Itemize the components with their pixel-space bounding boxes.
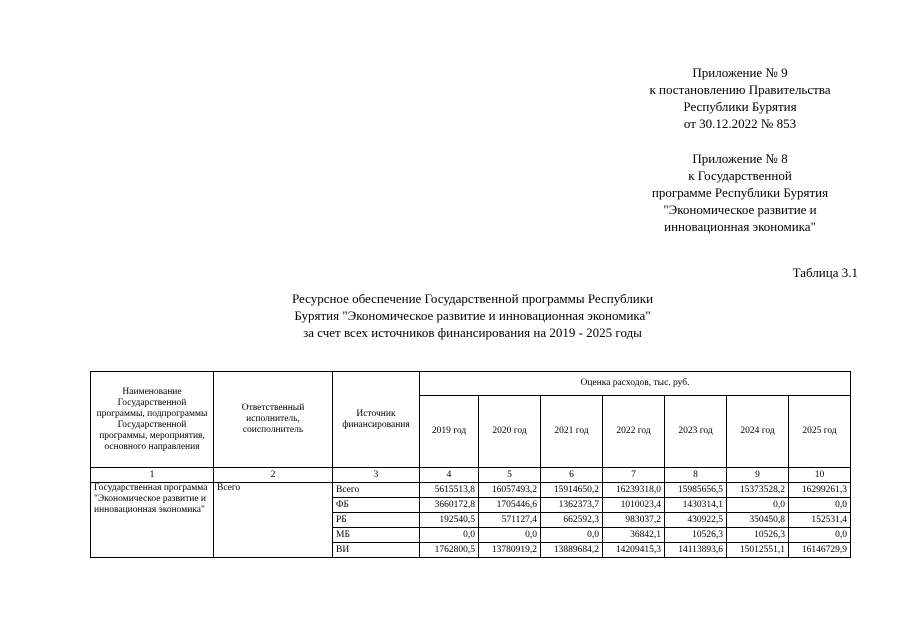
value-cell: 15373528,2 — [727, 483, 789, 498]
value-cell: 430922,5 — [665, 513, 727, 528]
value-cell: 36842,1 — [603, 528, 665, 543]
value-cell: 350450,8 — [727, 513, 789, 528]
value-cell: 16299261,3 — [789, 483, 851, 498]
table-row — [91, 483, 851, 498]
annex-9-block — [590, 64, 890, 132]
column-number: 9 — [727, 468, 789, 483]
annex-9-line-4: от 30.12.2022 № 853 — [683, 116, 797, 131]
value-cell: 1362373,7 — [541, 498, 603, 513]
value-cell: 571127,4 — [479, 513, 541, 528]
table-number: Таблица 3.1 — [792, 265, 858, 280]
column-number: 10 — [789, 468, 851, 483]
column-number: 6 — [541, 468, 603, 483]
value-cell: 0,0 — [479, 528, 541, 543]
value-cell: 16239318,0 — [603, 483, 665, 498]
value-cell: 5615513,8 — [420, 483, 479, 498]
value-cell: 0,0 — [789, 498, 851, 513]
annex-8-line-4: "Экономическое развитие и — [663, 202, 817, 217]
value-cell: 0,0 — [789, 528, 851, 543]
annex-8-line-3: программе Республики Бурятия — [651, 185, 829, 200]
value-cell: 1010023,4 — [603, 498, 665, 513]
column-number: 1 — [91, 468, 214, 483]
annex-8-block — [590, 150, 890, 235]
header-year: 2024 год — [727, 396, 789, 468]
value-cell: 1430314,1 — [665, 498, 727, 513]
source-cell: РБ — [333, 513, 420, 528]
header-year: 2020 год — [479, 396, 541, 468]
header-source: Источник финансирования — [333, 372, 420, 468]
value-cell: 15985656,5 — [665, 483, 727, 498]
column-number: 3 — [333, 468, 420, 483]
title-line-3: за счет всех источников финансирования на 2019 - 2025 годы — [303, 325, 642, 340]
header-year: 2023 год — [665, 396, 727, 468]
value-cell: 13889684,2 — [541, 543, 603, 558]
value-cell: 3660172,8 — [420, 498, 479, 513]
annex-9-line-2: к постановлению Правительства — [649, 82, 831, 97]
value-cell: 983037,2 — [603, 513, 665, 528]
value-cell: 13780919,2 — [479, 543, 541, 558]
value-cell: 16057493,2 — [479, 483, 541, 498]
value-cell: 0,0 — [727, 498, 789, 513]
value-cell: 16146729,9 — [789, 543, 851, 558]
source-cell: МБ — [333, 528, 420, 543]
column-number: 8 — [665, 468, 727, 483]
annex-9-line-3: Республики Бурятия — [683, 99, 797, 114]
annex-8-line-2: к Государственной — [688, 168, 792, 183]
annex-9-line-1: Приложение № 9 — [692, 65, 788, 80]
value-cell: 14113893,6 — [665, 543, 727, 558]
value-cell: 152531,4 — [789, 513, 851, 528]
title-line-1: Ресурсное обеспечение Государственной программы Республики — [291, 291, 654, 306]
column-number: 7 — [603, 468, 665, 483]
header-year: 2019 год — [420, 396, 479, 468]
source-cell: ВИ — [333, 543, 420, 558]
value-cell: 14209415,3 — [603, 543, 665, 558]
header-year: 2025 год — [789, 396, 851, 468]
value-cell: 1762800,5 — [420, 543, 479, 558]
annex-8-line-5: инновационная экономика" — [664, 219, 816, 234]
source-cell: Всего — [333, 483, 420, 498]
source-cell: ФБ — [333, 498, 420, 513]
executor-cell: Всего — [214, 483, 333, 558]
header-year: 2021 год — [541, 396, 603, 468]
column-number: 4 — [420, 468, 479, 483]
title-line-2: Бурятия "Экономическое развитие и инновационная экономика" — [294, 308, 651, 323]
program-name: Государственная программа "Экономическое развитие и инновационная экономика" — [91, 483, 214, 558]
header-year: 2022 год — [603, 396, 665, 468]
value-cell: 0,0 — [541, 528, 603, 543]
value-cell: 1705446,6 — [479, 498, 541, 513]
annex-8-line-1: Приложение № 8 — [692, 151, 788, 166]
value-cell: 192540,5 — [420, 513, 479, 528]
header-name: Наименование Государственной программы, подпрограммы Государственной программы, мероприятия, основного направления — [91, 372, 214, 468]
column-number: 5 — [479, 468, 541, 483]
value-cell: 10526,3 — [665, 528, 727, 543]
document-title — [0, 290, 905, 341]
value-cell: 15012551,1 — [727, 543, 789, 558]
header-estimate: Оценка расходов, тыс. руб. — [420, 372, 851, 396]
resource-table — [90, 371, 851, 558]
value-cell: 662592,3 — [541, 513, 603, 528]
column-number: 2 — [214, 468, 333, 483]
header-executor: Ответственный исполнитель, соисполнитель — [214, 372, 333, 468]
value-cell: 0,0 — [420, 528, 479, 543]
value-cell: 10526,3 — [727, 528, 789, 543]
value-cell: 15914650,2 — [541, 483, 603, 498]
